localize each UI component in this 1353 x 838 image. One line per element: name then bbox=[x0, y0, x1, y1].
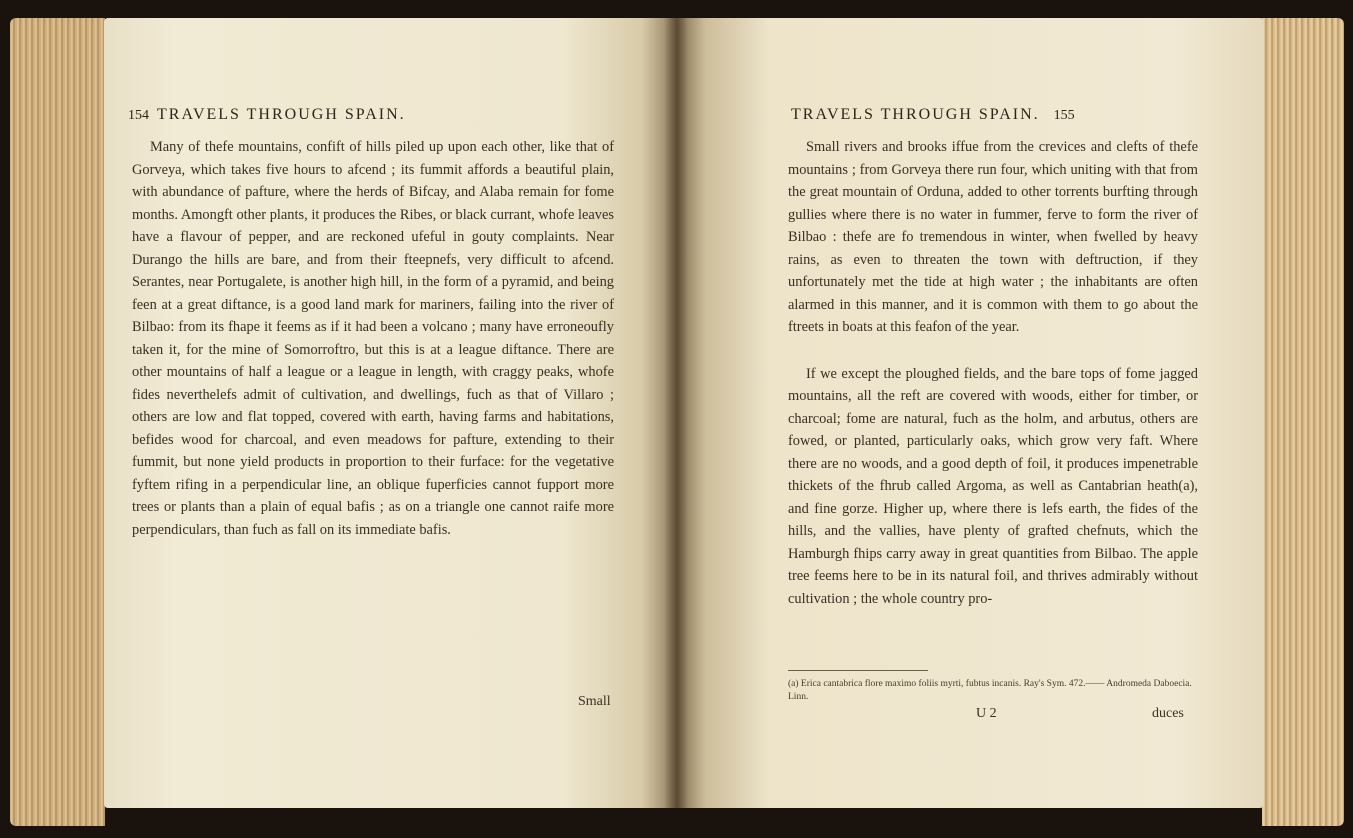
book-gutter bbox=[664, 18, 688, 808]
page-edges-right bbox=[1262, 18, 1344, 826]
left-catchword: Small bbox=[578, 694, 611, 709]
left-paragraph: Many of thefe mountains, confift of hills piled up upon each other, like that of Gorveya, which takes five hours to afcend ; its fummit affords a beautiful plain, with abundance of pafture, where the herds of Bifcay, and Alaba remain for fome months. Amongft other plants, it produces the Ribes, or black currant, whofe leaves have a flavour of pepper, and are reckoned ufeful in gouty complaints. Near Durango the hills are bare, and from their fteepnefs, very difficult to afcend. Serantes, near Portugalete, is another high hill, in the form of a pyramid, and being feen at a great diftance, is a good land mark for mariners, failing into the river of Bilbao: from its fhape it feems as if it had been a volcano ; many have erroneoufly taken it, for the mine of Somorroftro, but this is at a league diftance. There are other mountains of half a league or a league in length, with craggy peaks, whofe fides neverthelefs admit of cultivation, and dwellings, fuch as that of Villaro ; others are low and flat topped, covered with earth, having farms and habitations, befides wood for charcoal, and even meadows for pafture, extending to their fummit, but none yield products in proportion to their furface: for the vegetative fyftem rifing in a perpendicular line, an oblique fuperficies cannot fupport more trees or plants than a plain of equal bafis ; as on a triangle one cannot raife more perpendiculars, than fuch as fall on its immediate bafis. bbox=[132, 139, 614, 538]
footnote: (a) Erica cantabrica flore maximo foliis myrti, fubtus incanis. Ray's Sym. 472.—— Andromeda Daboecia. Linn. bbox=[788, 679, 1192, 702]
right-paragraph-1: Small rivers and brooks iffue from the crevices and clefts of thefe mountains ; from Gorveya there run four, which uniting with that from the great mountain of Orduna, added to other torrents burfting through gullies where there is no water in fummer, ferve to form the river of Bilbao : thefe are fo tremendous in winter, when fwelled by heavy rains, as even to threaten the town with deftruction, if they unfortunately met the tide at high water ; the inhabitants are often alarmed in this manner, and it is common with them to go about the ftreets in boats at this feafon of the year. bbox=[788, 139, 1198, 335]
signature-mark: U 2 bbox=[976, 706, 997, 721]
right-paragraph-2: If we except the ploughed fields, and the bare tops of fome jagged mountains, all the reft are covered with woods, either for timber, or charcoal; fome are natural, fuch as the holm, and arbutus, others are fowed, or planted, particularly oaks, which grow very faft. Where there are no woods, and a good depth of foil, it produces impenetrable thickets of the fhrub called Argoma, as well as Cantabrian heath(a), and fine gorze. Higher up, where there is lefs earth, the fides of the hills, and the vallies, have plenty of grafted chefnuts, which the Hamburgh fhips carry away in great quantities from Bilbao. The apple tree feems here to be in its natural foil, and thrives admirably without cultivation ; the whole country pro- bbox=[788, 365, 1198, 607]
right-catchword: duces bbox=[1152, 706, 1184, 721]
page-edges-left bbox=[10, 18, 105, 826]
footnote-rule bbox=[788, 670, 928, 671]
left-page bbox=[104, 18, 676, 808]
right-page-number: 155 bbox=[1053, 108, 1075, 123]
right-body-text bbox=[788, 136, 1198, 610]
right-page bbox=[676, 18, 1264, 808]
right-running-head-title: TRAVELS THROUGH SPAIN. bbox=[791, 106, 1040, 123]
left-page-number: 154 bbox=[128, 108, 149, 123]
left-body-text bbox=[132, 136, 614, 541]
right-running-head bbox=[791, 106, 1075, 124]
left-running-head-title: TRAVELS THROUGH SPAIN. bbox=[157, 106, 406, 123]
left-running-head bbox=[128, 106, 406, 124]
